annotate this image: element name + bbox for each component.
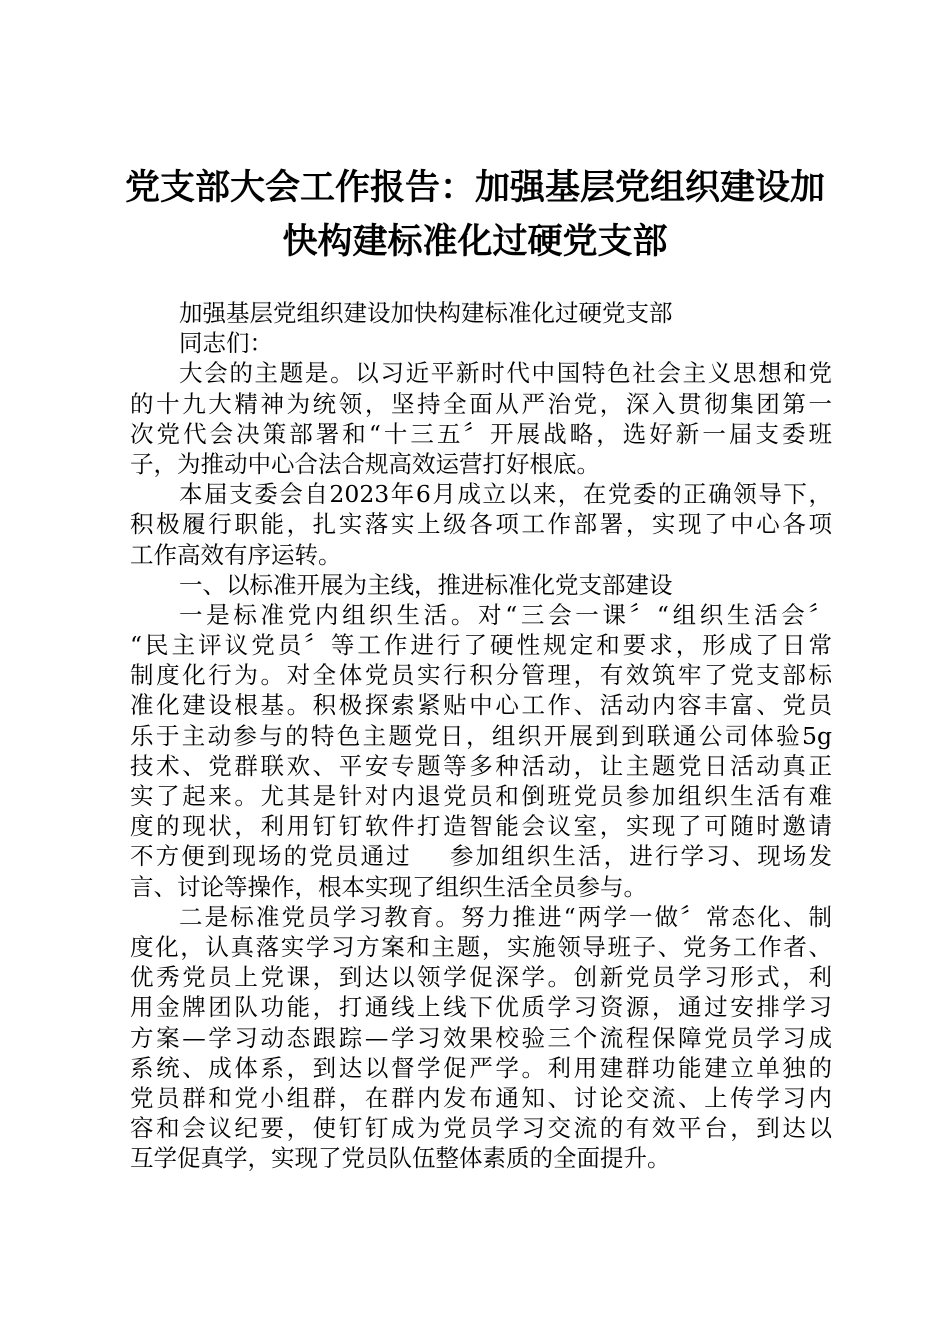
paragraph-line: 的十九大精神为统领，坚持全面从严治党，深入贯彻集团第一 (130, 389, 832, 418)
paragraph-line: 准化建设根基。积极探索紧贴中心工作、活动内容丰富、党员 (130, 691, 832, 720)
paragraph-line: 积极履行职能，扎实落实上级各项工作部署，实现了中心各项 (130, 510, 832, 539)
paragraph-line: 大会的主题是。以习近平新时代中国特色社会主义思想和党 (179, 359, 832, 388)
section-heading: 一、以标准开展为主线，推进标准化党支部建设 (179, 570, 673, 599)
document-title-line-1: 党支部大会工作报告：加强基层党组织建设加 (124, 168, 825, 208)
paragraph-line: 次党代会决策部署和“十三五〞开展战略，选好新一届支委班 (130, 419, 832, 448)
paragraph-line: 工作高效有序运转。 (130, 540, 342, 569)
paragraph-line: 系统、成体系，到达以督学促严学。利用建群功能建立单独的 (130, 1053, 832, 1082)
document-body (130, 298, 832, 1173)
paragraph-line: 互学促真学，实现了党员队伍整体素质的全面提升。 (130, 1144, 671, 1173)
paragraph-line: 一是标准党内组织生活。对“三会一课〞“组织生活会〞 (179, 600, 832, 629)
paragraph-line: 不方便到现场的党员通过 参加组织生活，进行学习、现场发 (130, 842, 832, 871)
paragraph-line: 技术、党群联欢、平安专题等多种活动，让主题党日活动真正 (130, 751, 832, 780)
document-title-line-2: 快构建标准化过硬党支部 (282, 222, 668, 262)
paragraph-line: 实了起来。尤其是针对内退党员和倒班党员参加组织生活有难 (130, 782, 832, 810)
paragraph-line: “民主评议党员〞等工作进行了硬性规定和要求，形成了日常 (130, 631, 832, 660)
paragraph-line: 用金牌团队功能，打通线上线下优质学习资源，通过安排学习 (130, 993, 832, 1022)
paragraph-line: 容和会议纪要，使钉钉成为党员学习交流的有效平台，到达以 (130, 1114, 832, 1143)
paragraph-line: 党员群和党小组群，在群内发布通知、讨论交流、上传学习内 (130, 1083, 832, 1112)
paragraph-line: 方案—学习动态跟踪—学习效果校验三个流程保障党员学习成 (130, 1023, 832, 1052)
paragraph-line: 度化，认真落实学习方案和主题，实施领导班子、党务工作者、 (130, 932, 832, 961)
paragraph-line: 制度化行为。对全体党员实行积分管理，有效筑牢了党支部标 (130, 661, 832, 690)
paragraph-line: 子，为推动中心合法合规高效运营打好根底。 (130, 449, 600, 478)
paragraph-line: 言、讨论等操作，根本实现了组织生活全员参与。 (130, 872, 647, 901)
salutation-line: 同志们： (179, 329, 273, 358)
paragraph-line: 优秀党员上党课，到达以领学促深学。创新党员学习形式，利 (130, 963, 832, 992)
paragraph-line: 二是标准党员学习教育。努力推进“两学一做〞常态化、制 (179, 902, 832, 931)
paragraph-line: 本届支委会自2023年6月成立以来，在党委的正确领导下， (179, 480, 832, 509)
subtitle-line: 加强基层党组织建设加快构建标准化过硬党支部 (179, 299, 673, 327)
paragraph-line: 度的现状，利用钉钉软件打造智能会议室，实现了可随时邀请 (130, 812, 832, 841)
paragraph-line: 乐于主动参与的特色主题党日，组织开展到到联通公司体验5g (130, 721, 832, 750)
